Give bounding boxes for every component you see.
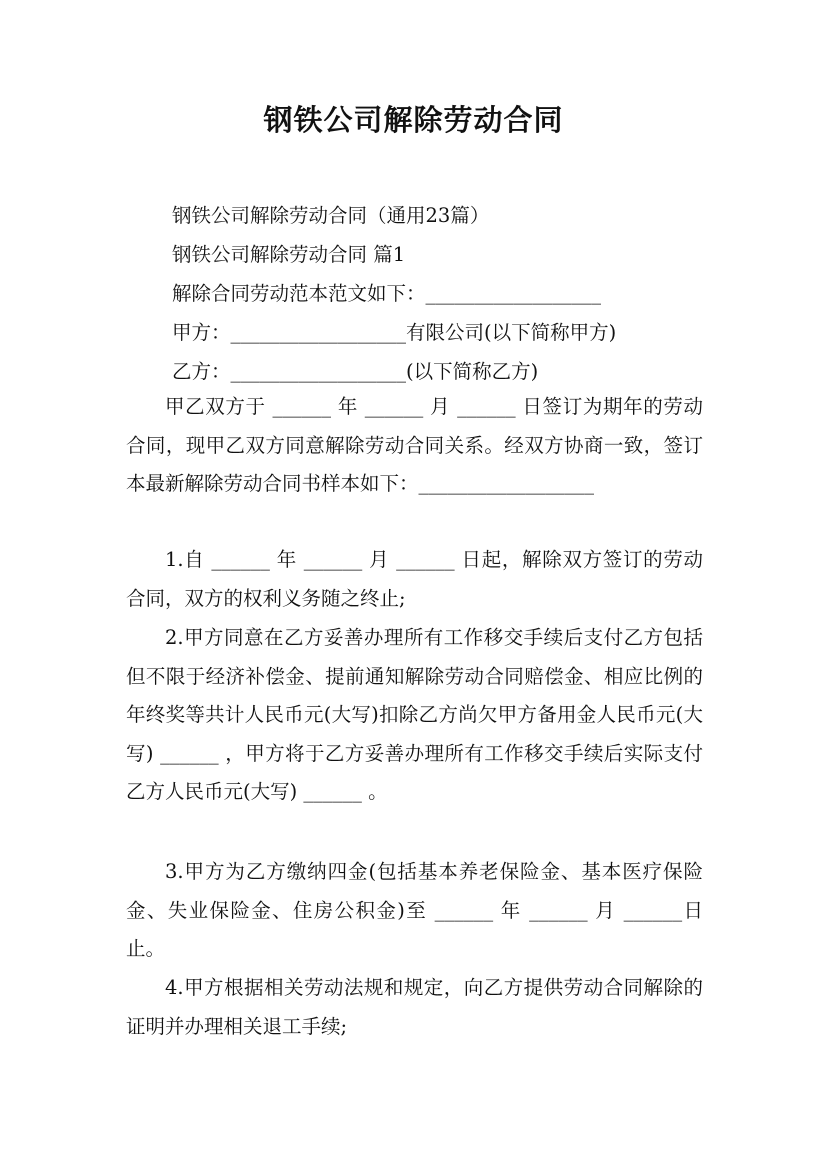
party-a-line: 甲方：__________________有限公司(以下简称甲方)	[172, 321, 617, 344]
party-b-line: 乙方：__________________(以下简称乙方)	[172, 360, 539, 383]
intro-line: 解除合同劳动范本范文如下：__________________	[172, 282, 602, 305]
clause-1: 1.自 ______ 年 ______ 月 ______ 日起，解除双方签订的劳动合同，双方的权利义务随之终止;	[126, 548, 703, 610]
section-heading: 钢铁公司解除劳动合同 篇1	[172, 243, 406, 266]
clause-3: 3.甲方为乙方缴纳四金(包括基本养老保险金、基本医疗保险金、失业保险金、住房公积金)至 ______ 年 ______ 月 ______日止。	[126, 860, 703, 960]
clause-2: 2.甲方同意在乙方妥善办理所有工作移交手续后支付乙方包括但不限于经济补偿金、提前通知解除劳动合同赔偿金、相应比例的年终奖等共计人民币元(大写)扣除乙方尚欠甲方备用金人民币元(大写) ______ ，甲方将于乙方妥善办理所有工作移交手续后实际支付乙方人民币元(大写) ______ 。	[126, 626, 703, 803]
paragraph-opening: 甲乙双方于 ______ 年 ______ 月 ______ 日签订为期年的劳动合同，现甲乙双方同意解除劳动合同关系。经双方协商一致，签订本最新解除劳动合同书样本如下：__________________	[126, 395, 703, 495]
document-subtitle: 钢铁公司解除劳动合同（通用23篇）	[172, 204, 490, 227]
clause-4: 4.甲方根据相关劳动法规和规定，向乙方提供劳动合同解除的证明并办理相关退工手续;	[126, 976, 703, 1038]
document-title: 钢铁公司解除劳动合同	[263, 103, 564, 137]
